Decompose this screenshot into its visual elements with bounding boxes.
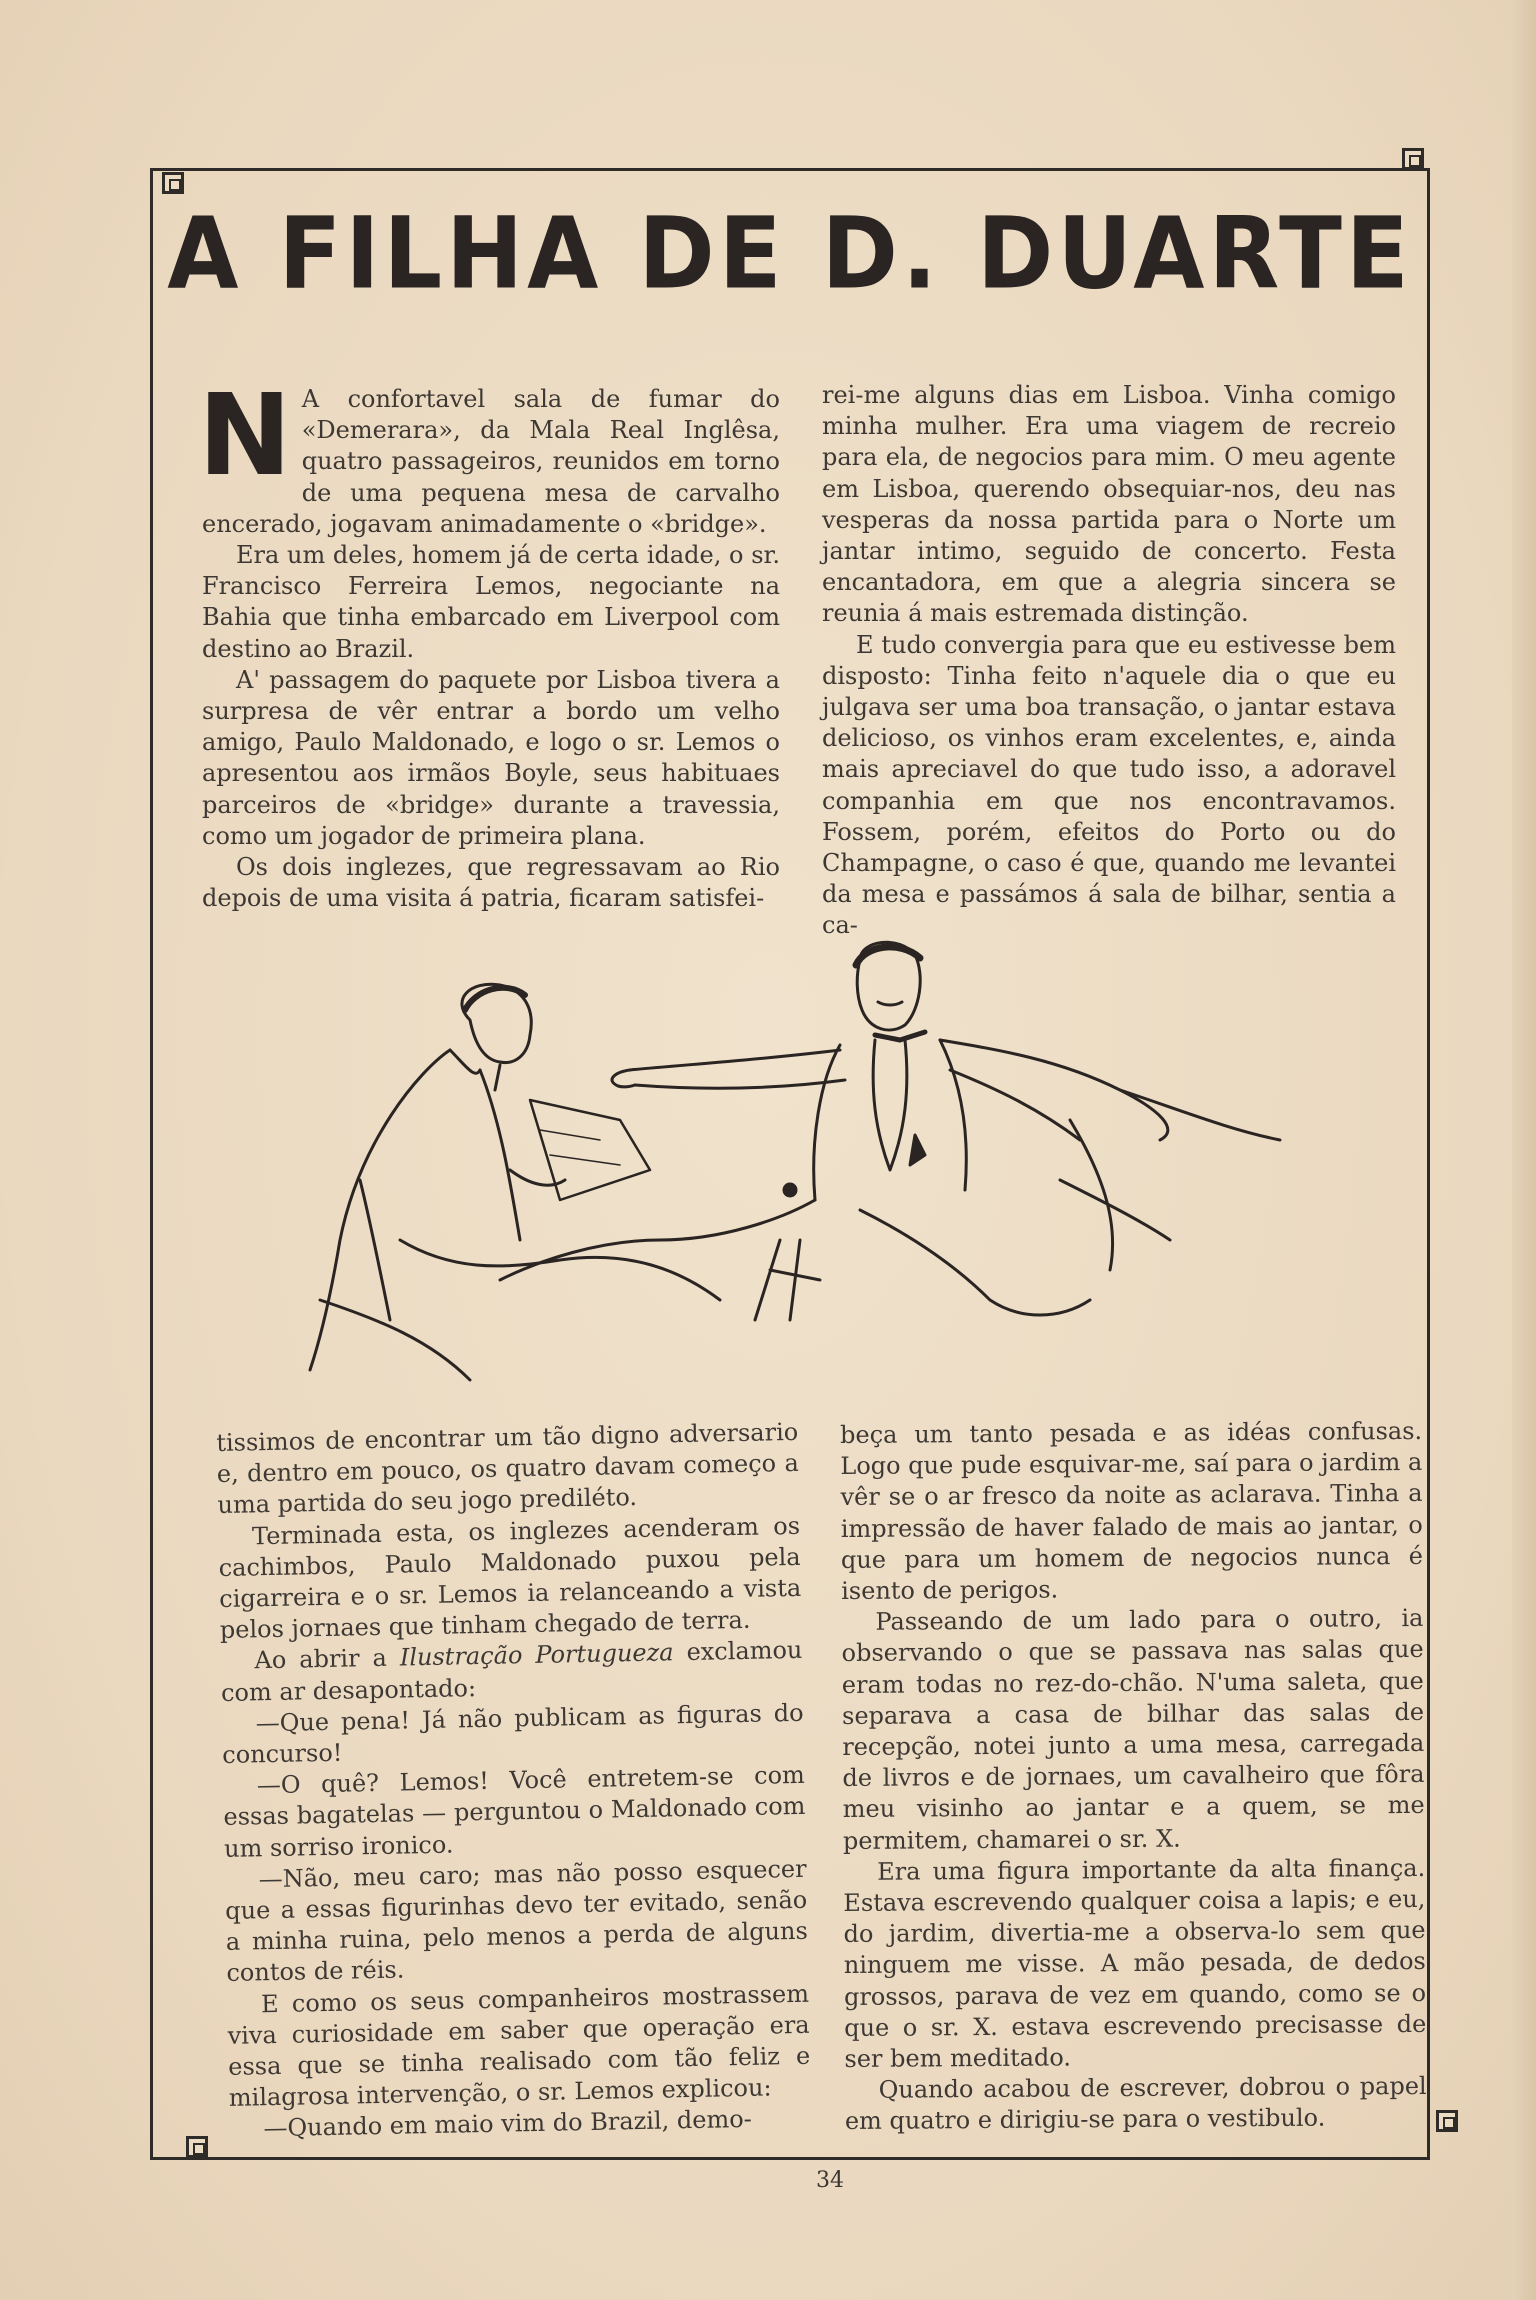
corner-ornament-top-right <box>1402 148 1424 170</box>
corner-ornament-bottom-left <box>186 2136 208 2158</box>
page-number: 34 <box>816 2168 844 2193</box>
text-column-2 <box>822 380 1396 942</box>
text-column-3 <box>216 1417 812 2146</box>
paragraph: —Quando em maio vim do Brazil, demo- <box>263 2105 753 2143</box>
paragraph: Os dois inglezes, que regressavam ao Rio depois de uma visita á patria, ficaram satisfei- <box>202 853 780 913</box>
text-column-1 <box>198 371 780 914</box>
paragraph: Ao abrir a Ilustração Portugueza exclamou com ar desapontado: <box>220 1636 803 1707</box>
paragraph: N A confortavel sala de fumar do «Demerara», da Mala Real Inglêsa, quatro passageiros, reunidos em torno de uma pequena mesa de carvalho encerado, jogavam animadamente o «bridge». <box>198 371 780 538</box>
reclining-man-pointing <box>500 942 1280 1320</box>
paragraph: E tudo convergia para que eu estivesse bem disposto: Tinha feito n'aquele dia o que eu julgava ser uma boa transação, o jantar estava delicioso, os vinhos eram excelentes, e, ainda mais apreciavel do que tudo isso, a adoravel companhia em que nos encontravamos. Fossem, porém, efeitos do Porto ou do Champagne, o caso é que, quando me levantei da mesa e passámos á sala de bilhar, sentia a ca- <box>822 630 1396 940</box>
seated-man-with-newspaper <box>310 984 720 1380</box>
paragraph: Terminada esta, os inglezes acenderam os cachimbos, Paulo Maldonado puxou pela cigarreira e o sr. Lemos ia relanceando a vista pelos jornaes que tinham chegado de terra. <box>218 1511 802 1645</box>
paragraph: —Não, meu caro; mas não posso esquecer que a essas figurinhas devo ter evitado, senão a minha ruina, pelo menos a perda de alguns contos de réis. <box>225 1854 809 1988</box>
paragraph: beça um tanto pesada e as idéas confusas. Logo que pude esquivar-me, saí para o jardim a vêr se o ar fresco da noite as aclarava. Tinha a impressão de haver falado de mais ao jantar, o que para um homem de negocios nunca é isento de perigos. <box>840 1416 1424 1606</box>
paragraph: tissimos de encontrar um tão digno adversario e, dentro em pouco, os quatro davam começo a uma partida do seu jogo prediléto. <box>216 1417 800 1520</box>
article-title: A FILHA DE D. DUARTE <box>167 195 1413 312</box>
corner-ornament-bottom-right <box>1436 2110 1458 2132</box>
illustration-two-gentlemen <box>300 940 1300 1410</box>
paragraph: Quando acabou de escrever, dobrou o papel em quatro e dirigiu-se para o vestibulo. <box>844 2072 1427 2136</box>
paragraph: rei-me alguns dias em Lisboa. Vinha comigo minha mulher. Era uma viagem de recreio para ela, de negocios para mim. O meu agente em Lisboa, querendo obsequiar-nos, deu nas vesperas da nossa partida para o Norte um jantar intimo, seguido de concerto. Festa encantadora, em que a alegria sincera se reunia á mais estremada distinção. <box>822 381 1396 628</box>
paragraph: Era uma figura importante da alta finança. Estava escrevendo qualquer coisa a lapis; e eu, do jardim, divertia-me a observa-lo sem que ninguem me visse. A mão pesada, de dedos grossos, parava de vez em quando, como se o que o sr. X. estava escrevendo precisasse de ser bem meditado. <box>843 1853 1427 2074</box>
text-column-4 <box>840 1416 1427 2138</box>
paragraph: A' passagem do paquete por Lisboa tivera a surpresa de vêr entrar a bordo um velho amigo, Paulo Maldonado, e logo o sr. Lemos o apresentou aos irmãos Boyle, seus habituaes parceiros de «bridge» durante a travessia, como um jogador de primeira plana. <box>202 665 780 850</box>
drop-cap: N <box>198 371 292 501</box>
paragraph: E como os seus companheiros mostrassem viva curiosidade em saber que operação era essa que se tinha realisado com tão feliz e milagrosa intervenção, o sr. Lemos explicou: <box>227 1979 811 2113</box>
paragraph: —Que pena! Já não publicam as figuras do concurso! <box>222 1698 804 1769</box>
magazine-name: Ilustração Portugueza <box>399 1638 674 1672</box>
page-edge-shadow <box>1512 0 1536 2300</box>
paragraph: Passeando de um lado para o outro, ia observando o que se passava nas salas que eram todas no rez-do-chão. N'uma saleta, que separava a casa de bilhar das salas de recepção, notei junto a uma mesa, carregada de livros e de jornaes, um cavalheiro que fôra meu visinho ao jantar e a quem, se me permitem, chamarei o sr. X. <box>841 1604 1425 1855</box>
corner-ornament-top-left <box>162 172 184 194</box>
paragraph: Era um deles, homem já de certa idade, o sr. Francisco Ferreira Lemos, negociante na Bahia que tinha embarcado em Liverpool com destino ao Brazil. <box>202 541 780 663</box>
paragraph: —O quê? Lemos! Você entretem-se com essas bagatelas — perguntou o Maldonado com um sorriso ironico. <box>223 1760 806 1863</box>
